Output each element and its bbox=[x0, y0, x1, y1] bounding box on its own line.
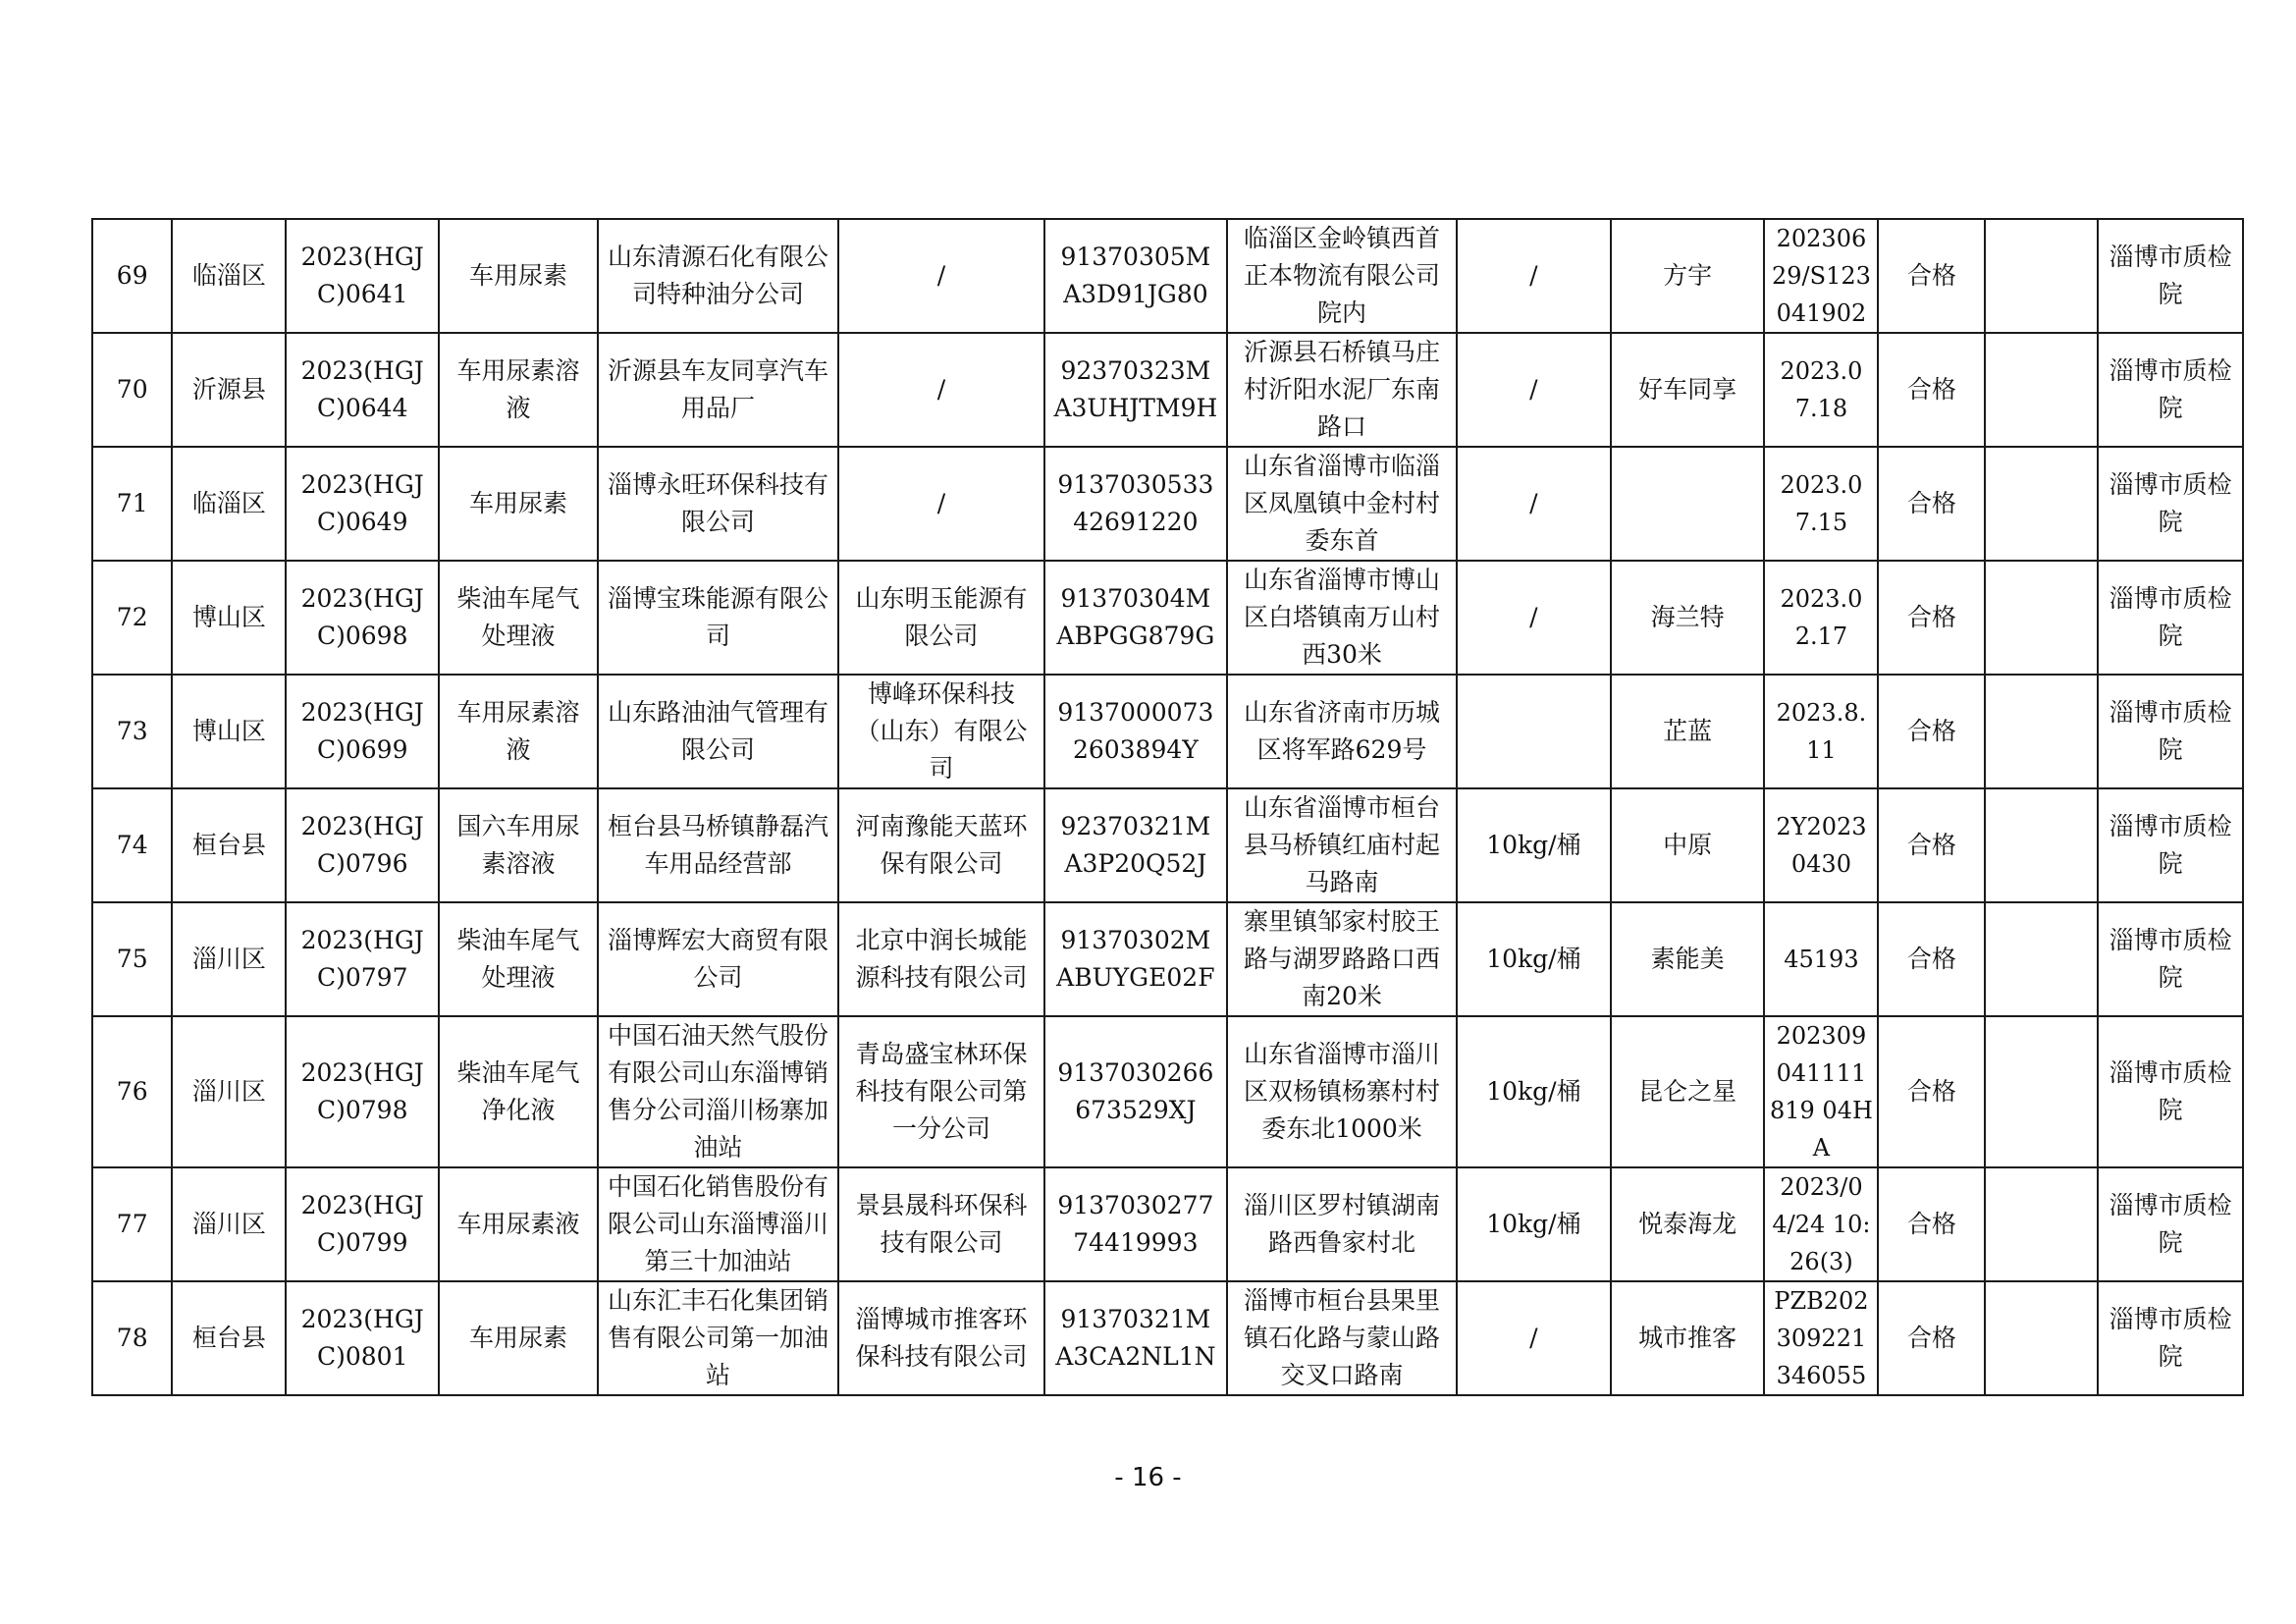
cell-manufacturer: 河南豫能天蓝环保有限公司 bbox=[838, 788, 1044, 902]
cell-address: 山东省淄博市桓台县马桥镇红庙村起马路南 bbox=[1227, 788, 1457, 902]
cell-result: 合格 bbox=[1878, 788, 1985, 902]
cell-address: 淄博市桓台县果里镇石化路与蒙山路交叉口路南 bbox=[1227, 1281, 1457, 1395]
cell-address: 山东省淄博市淄川区双杨镇杨寨村村委东北1000米 bbox=[1227, 1016, 1457, 1167]
table-row bbox=[92, 561, 2243, 675]
cell-product-name: 柴油车尾气净化液 bbox=[439, 1016, 598, 1167]
cell-remark bbox=[1985, 1167, 2098, 1281]
cell-manufacturer: 淄博城市推客环保科技有限公司 bbox=[838, 1281, 1044, 1395]
cell-testing-agency: 淄博市质检院 bbox=[2098, 902, 2243, 1016]
cell-product-name: 车用尿素 bbox=[439, 447, 598, 561]
cell-brand: 悦泰海龙 bbox=[1611, 1167, 1765, 1281]
cell-number: 73 bbox=[92, 675, 172, 788]
cell-sampled-unit: 中国石化销售股份有限公司山东淄博淄川第三十加油站 bbox=[598, 1167, 838, 1281]
cell-specification: 10kg/桶 bbox=[1457, 1167, 1611, 1281]
cell-remark bbox=[1985, 902, 2098, 1016]
cell-batch: 2023.02.17 bbox=[1764, 561, 1878, 675]
cell-batch: 45193 bbox=[1764, 902, 1878, 1016]
cell-address: 山东省济南市历城区将军路629号 bbox=[1227, 675, 1457, 788]
cell-district: 桓台县 bbox=[172, 1281, 286, 1395]
cell-remark bbox=[1985, 675, 2098, 788]
cell-district: 淄川区 bbox=[172, 902, 286, 1016]
cell-manufacturer: 青岛盛宝林环保科技有限公司第一分公司 bbox=[838, 1016, 1044, 1167]
cell-district: 桓台县 bbox=[172, 788, 286, 902]
cell-address: 山东省淄博市博山区白塔镇南万山村西30米 bbox=[1227, 561, 1457, 675]
cell-district: 博山区 bbox=[172, 675, 286, 788]
cell-sample-code: 2023(HGJC)0698 bbox=[286, 561, 439, 675]
cell-credit-code: 9137030266673529XJ bbox=[1044, 1016, 1227, 1167]
cell-brand bbox=[1611, 447, 1765, 561]
cell-specification bbox=[1457, 675, 1611, 788]
cell-product-name: 柴油车尾气处理液 bbox=[439, 902, 598, 1016]
cell-batch: 202309041111819 04HA bbox=[1764, 1016, 1878, 1167]
cell-credit-code: 92370321MA3P20Q52J bbox=[1044, 788, 1227, 902]
cell-testing-agency: 淄博市质检院 bbox=[2098, 1167, 2243, 1281]
cell-district: 临淄区 bbox=[172, 447, 286, 561]
cell-sampled-unit: 山东清源石化有限公司特种油分公司 bbox=[598, 219, 838, 333]
cell-manufacturer: 景县晟科环保科技有限公司 bbox=[838, 1167, 1044, 1281]
cell-sample-code: 2023(HGJC)0798 bbox=[286, 1016, 439, 1167]
inspection-results-table bbox=[91, 218, 2244, 1396]
cell-sample-code: 2023(HGJC)0801 bbox=[286, 1281, 439, 1395]
cell-batch: 2023.07.15 bbox=[1764, 447, 1878, 561]
cell-result: 合格 bbox=[1878, 219, 1985, 333]
cell-manufacturer: 博峰环保科技（山东）有限公司 bbox=[838, 675, 1044, 788]
cell-number: 69 bbox=[92, 219, 172, 333]
table-row bbox=[92, 902, 2243, 1016]
cell-batch: 2Y20230430 bbox=[1764, 788, 1878, 902]
cell-specification: 10kg/桶 bbox=[1457, 902, 1611, 1016]
cell-credit-code: 91370000732603894Y bbox=[1044, 675, 1227, 788]
cell-credit-code: 913703053342691220 bbox=[1044, 447, 1227, 561]
cell-testing-agency: 淄博市质检院 bbox=[2098, 561, 2243, 675]
page-number: - 16 - bbox=[1114, 1463, 1182, 1492]
table-body bbox=[92, 219, 2243, 1395]
cell-district: 淄川区 bbox=[172, 1167, 286, 1281]
cell-remark bbox=[1985, 561, 2098, 675]
cell-brand: 好车同享 bbox=[1611, 333, 1765, 447]
cell-result: 合格 bbox=[1878, 1016, 1985, 1167]
cell-product-name: 车用尿素液 bbox=[439, 1167, 598, 1281]
cell-district: 淄川区 bbox=[172, 1016, 286, 1167]
cell-district: 临淄区 bbox=[172, 219, 286, 333]
cell-number: 71 bbox=[92, 447, 172, 561]
cell-specification: 10kg/桶 bbox=[1457, 1016, 1611, 1167]
cell-batch: 2023.07.18 bbox=[1764, 333, 1878, 447]
cell-brand: 素能美 bbox=[1611, 902, 1765, 1016]
cell-number: 77 bbox=[92, 1167, 172, 1281]
cell-brand: 中原 bbox=[1611, 788, 1765, 902]
cell-sampled-unit: 淄博永旺环保科技有限公司 bbox=[598, 447, 838, 561]
cell-manufacturer: / bbox=[838, 333, 1044, 447]
cell-number: 76 bbox=[92, 1016, 172, 1167]
cell-remark bbox=[1985, 447, 2098, 561]
cell-credit-code: 91370302MABUYGE02F bbox=[1044, 902, 1227, 1016]
table-row bbox=[92, 788, 2243, 902]
cell-product-name: 柴油车尾气处理液 bbox=[439, 561, 598, 675]
cell-sampled-unit: 沂源县车友同享汽车用品厂 bbox=[598, 333, 838, 447]
cell-testing-agency: 淄博市质检院 bbox=[2098, 788, 2243, 902]
cell-specification: / bbox=[1457, 333, 1611, 447]
cell-sampled-unit: 山东路油油气管理有限公司 bbox=[598, 675, 838, 788]
cell-sampled-unit: 中国石油天然气股份有限公司山东淄博销售分公司淄川杨寨加油站 bbox=[598, 1016, 838, 1167]
cell-sample-code: 2023(HGJC)0649 bbox=[286, 447, 439, 561]
cell-sample-code: 2023(HGJC)0799 bbox=[286, 1167, 439, 1281]
cell-result: 合格 bbox=[1878, 902, 1985, 1016]
cell-specification: / bbox=[1457, 219, 1611, 333]
cell-sampled-unit: 山东汇丰石化集团销售有限公司第一加油站 bbox=[598, 1281, 838, 1395]
cell-address: 临淄区金岭镇西首正本物流有限公司院内 bbox=[1227, 219, 1457, 333]
cell-brand: 芷蓝 bbox=[1611, 675, 1765, 788]
cell-manufacturer: / bbox=[838, 219, 1044, 333]
table-row bbox=[92, 1281, 2243, 1395]
cell-sample-code: 2023(HGJC)0797 bbox=[286, 902, 439, 1016]
cell-credit-code: 913703027774419993 bbox=[1044, 1167, 1227, 1281]
cell-testing-agency: 淄博市质检院 bbox=[2098, 447, 2243, 561]
cell-sample-code: 2023(HGJC)0796 bbox=[286, 788, 439, 902]
cell-batch: 2023.8.11 bbox=[1764, 675, 1878, 788]
cell-product-name: 车用尿素 bbox=[439, 219, 598, 333]
cell-testing-agency: 淄博市质检院 bbox=[2098, 1016, 2243, 1167]
cell-address: 沂源县石桥镇马庄村沂阳水泥厂东南路口 bbox=[1227, 333, 1457, 447]
cell-batch: 20230629/S123041902 bbox=[1764, 219, 1878, 333]
cell-remark bbox=[1985, 788, 2098, 902]
cell-brand: 方宇 bbox=[1611, 219, 1765, 333]
cell-credit-code: 91370304MABPGG879G bbox=[1044, 561, 1227, 675]
cell-specification: / bbox=[1457, 447, 1611, 561]
cell-testing-agency: 淄博市质检院 bbox=[2098, 1281, 2243, 1395]
cell-credit-code: 91370305MA3D91JG80 bbox=[1044, 219, 1227, 333]
cell-sampled-unit: 淄博辉宏大商贸有限公司 bbox=[598, 902, 838, 1016]
cell-testing-agency: 淄博市质检院 bbox=[2098, 333, 2243, 447]
cell-sampled-unit: 淄博宝珠能源有限公司 bbox=[598, 561, 838, 675]
cell-testing-agency: 淄博市质检院 bbox=[2098, 675, 2243, 788]
cell-number: 78 bbox=[92, 1281, 172, 1395]
cell-testing-agency: 淄博市质检院 bbox=[2098, 219, 2243, 333]
cell-result: 合格 bbox=[1878, 1167, 1985, 1281]
cell-specification: / bbox=[1457, 1281, 1611, 1395]
table-row bbox=[92, 1016, 2243, 1167]
cell-product-name: 车用尿素 bbox=[439, 1281, 598, 1395]
cell-district: 博山区 bbox=[172, 561, 286, 675]
cell-result: 合格 bbox=[1878, 675, 1985, 788]
cell-product-name: 车用尿素溶液 bbox=[439, 675, 598, 788]
cell-sample-code: 2023(HGJC)0699 bbox=[286, 675, 439, 788]
cell-result: 合格 bbox=[1878, 1281, 1985, 1395]
cell-remark bbox=[1985, 219, 2098, 333]
cell-manufacturer: 北京中润长城能源科技有限公司 bbox=[838, 902, 1044, 1016]
cell-brand: 城市推客 bbox=[1611, 1281, 1765, 1395]
cell-number: 74 bbox=[92, 788, 172, 902]
cell-manufacturer: / bbox=[838, 447, 1044, 561]
cell-address: 寨里镇邹家村胶王路与湖罗路路口西南20米 bbox=[1227, 902, 1457, 1016]
table-row bbox=[92, 447, 2243, 561]
cell-specification: / bbox=[1457, 561, 1611, 675]
cell-address: 山东省淄博市临淄区凤凰镇中金村村委东首 bbox=[1227, 447, 1457, 561]
table-row bbox=[92, 219, 2243, 333]
cell-address: 淄川区罗村镇湖南路西鲁家村北 bbox=[1227, 1167, 1457, 1281]
cell-sample-code: 2023(HGJC)0641 bbox=[286, 219, 439, 333]
cell-product-name: 车用尿素溶液 bbox=[439, 333, 598, 447]
cell-brand: 昆仑之星 bbox=[1611, 1016, 1765, 1167]
cell-remark bbox=[1985, 333, 2098, 447]
cell-sample-code: 2023(HGJC)0644 bbox=[286, 333, 439, 447]
cell-result: 合格 bbox=[1878, 333, 1985, 447]
cell-number: 75 bbox=[92, 902, 172, 1016]
cell-number: 70 bbox=[92, 333, 172, 447]
table-row bbox=[92, 333, 2243, 447]
cell-batch: PZB202309221346055 bbox=[1764, 1281, 1878, 1395]
cell-remark bbox=[1985, 1016, 2098, 1167]
cell-batch: 2023/04/24 10:26(3) bbox=[1764, 1167, 1878, 1281]
cell-product-name: 国六车用尿素溶液 bbox=[439, 788, 598, 902]
cell-credit-code: 91370321MA3CA2NL1N bbox=[1044, 1281, 1227, 1395]
cell-specification: 10kg/桶 bbox=[1457, 788, 1611, 902]
cell-brand: 海兰特 bbox=[1611, 561, 1765, 675]
cell-credit-code: 92370323MA3UHJTM9H bbox=[1044, 333, 1227, 447]
cell-remark bbox=[1985, 1281, 2098, 1395]
cell-result: 合格 bbox=[1878, 447, 1985, 561]
table-row bbox=[92, 1167, 2243, 1281]
cell-manufacturer: 山东明玉能源有限公司 bbox=[838, 561, 1044, 675]
cell-sampled-unit: 桓台县马桥镇静磊汽车用品经营部 bbox=[598, 788, 838, 902]
table-row bbox=[92, 675, 2243, 788]
cell-number: 72 bbox=[92, 561, 172, 675]
cell-district: 沂源县 bbox=[172, 333, 286, 447]
cell-result: 合格 bbox=[1878, 561, 1985, 675]
